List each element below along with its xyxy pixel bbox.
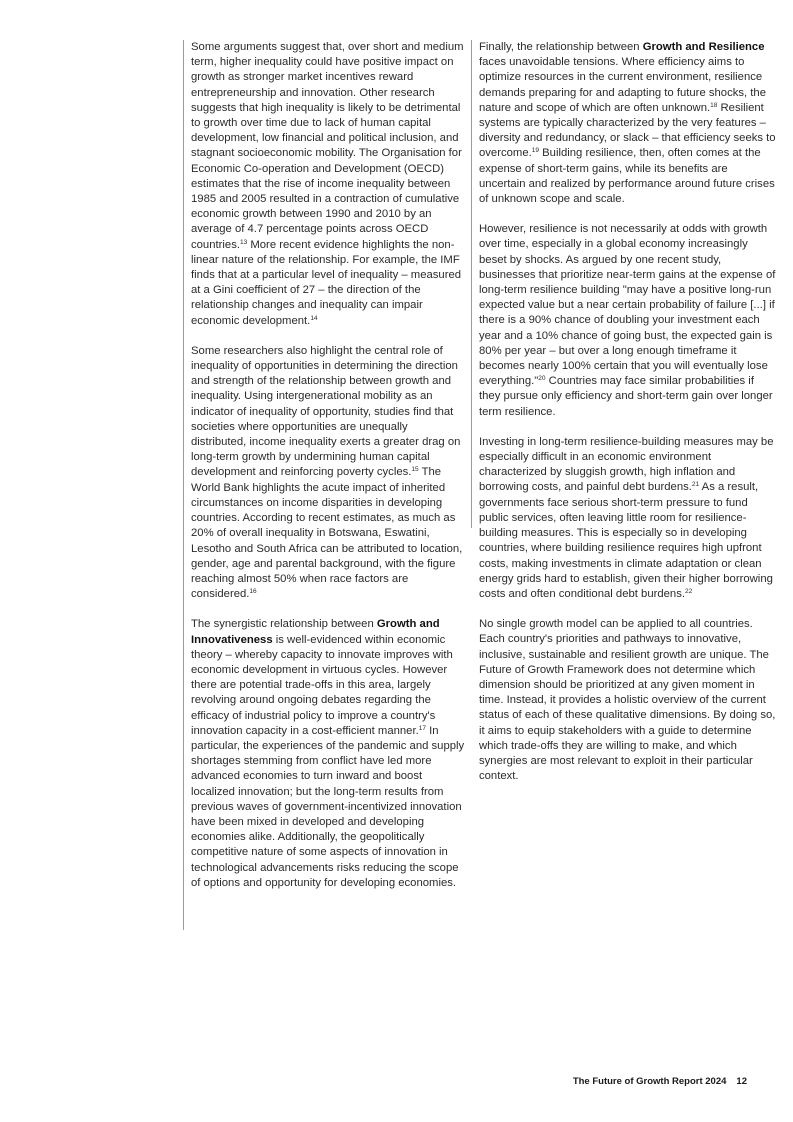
- footer-report-title: The Future of Growth Report 2024: [572, 1076, 727, 1087]
- footnote-ref[interactable]: 13: [239, 238, 248, 246]
- left-column: [183, 40, 465, 930]
- footnote-ref[interactable]: 18: [710, 101, 718, 109]
- footnote-ref[interactable]: 22: [685, 587, 693, 595]
- footnote-ref[interactable]: 20: [538, 375, 546, 383]
- page-footer: [573, 1076, 747, 1087]
- footnote-ref[interactable]: 19: [531, 147, 539, 155]
- paragraph-resilience-investment: Investing in long-term resilience-building measures may be especially difficult in an economic environment characterized by sluggish growth, high inflation and borrowing costs, and painful debt burdens.$^{21}$ As a result, governments face serious short-term pressure to fund public services, often leaving little room for resilience-building measures. This is especially so in developing countries, where building resilience requires high upfront costs, making investments in climate adaptation or clean energy grids hard to establish, given their higher borrowing costs and often conditional debt burdens.$^{22}$: [479, 435, 774, 600]
- paragraph-resilience-over-time: However, resilience is not necessarily at odds with growth over time, especially in a global economy increasingly beset by shocks. As argued by one recent study, businesses that prioritize near-term gains at the expense of long-term resilience building "may have a positive long-run expected value but a near certain probability of failure [...] if there is a 90% chance of doubling your investment each year and a 10% chance of going bust, the expected gain is 80% per year – but over a long enough timeframe it becomes nearly 100% certain that you will eventually lose everything."$^{20}$ Countries may face similar probabilities if they pursue only efficiency and short-term gain over longer term resilience.: [479, 223, 776, 418]
- paragraph-inequality-growth: Some arguments suggest that, over short and medium term, higher inequality could have positive impact on growth as stronger market incentives reward entrepreneurship and innovation. Other research suggests that high inequality is likely to be detrimental to growth over time due to lack of human capital development, low financial and political inclusion, and stagnant socioeconomic mobility. The Organisation for Economic Co-operation and Development (OECD) estimates that the rise of income inequality between 1985 and 2005 resulted in a contraction of cumulative economic growth between 1990 and 2010 by an average of 4.7 percentage points across OECD countries.$^{13}$ More recent evidence highlights the non-linear nature of the relationship. For example, the IMF finds that at a particular level of inequality – measured at a Gini coefficient of 27 – the direction of the relationship changes and inequality can impair economic development.$^{14}$: [191, 41, 464, 327]
- footnote-ref[interactable]: 16: [249, 588, 257, 596]
- paragraph-growth-resilience: Finally, the relationship between Growth and Resilience faces unavoidable tensions. Where efficiency aims to optimize resources in the current environment, resilience demands preparing for and adapting to future shocks, the nature and scope of which are often unknown.$^{18}$ Resilient systems are typically characterized by the very features – diversity and redundancy, or slack – that efficiency seeks to overcome.$^{19}$ Building resilience, then, often comes at the expense of short-term gains, while its benefits are uncertain and realized by performance around future crises of unknown scope and scale.: [479, 41, 776, 206]
- term-growth-resilience: Growth and Resilience: [642, 41, 765, 53]
- footnote-ref[interactable]: 17: [418, 724, 426, 732]
- footnote-ref[interactable]: 21: [691, 481, 700, 489]
- right-column: [471, 40, 776, 783]
- paragraph-no-single-model: No single growth model can be applied to all countries. Each country's priorities and pathways to innovative, inclusive, sustainable and resilient growth are unique. The Future of Growth Framework does not determine which dimension should be prioritized at any given moment in time. Instead, it provides a holistic overview of the current status of each of these qualitative dimensions. By doing so, it aims to equip stakeholders with a guide to determine which trade-offs they are willing to make, and which synergies are most relevant to exploit in their particular context.: [479, 618, 776, 783]
- term-growth-innovativeness: Growth and Innovativeness: [191, 618, 440, 646]
- footnote-ref[interactable]: 15: [411, 466, 419, 474]
- page-number: 12: [736, 1076, 747, 1087]
- paragraph-growth-innovativeness: The synergistic relationship between Growth and Innovativeness is well-evidenced within economic theory – whereby capacity to innovate improves with economic development in virtuous cycles. However there are potential trade-offs in this area, largely revolving around ongoing debates regarding the efficacy of industrial policy to improve a country's innovation capacity in a cost-efficient manner.$^{17}$ In particular, the experiences of the pandemic and supply shortages stemming from conflict have led more advanced economies to turn inward and boost localized innovation; but the long-term results from previous waves of government-incentivized innovation have been mixed in developed and developing economies alike. Additionally, the geopolitically competitive nature of some aspects of innovation in technological advancements risks reducing the scope of options and opportunity for developing economies.: [191, 618, 465, 889]
- footnote-ref[interactable]: 14: [310, 314, 318, 322]
- paragraph-inequality-opportunity: Some researchers also highlight the central role of inequality of opportunities in determining the direction and strength of the relationship between growth and inequality. Using intergenerational mobility as an indicator of inequality of opportunity, studies find that societies where opportunities are unequally distributed, income inequality exerts a greater drag on long-term growth by undermining human capital development and reinforcing poverty cycles.$^{15}$ The World Bank highlights the acute impact of inherited circumstances on income disparities in developing countries. According to recent estimates, as much as 20% of overall inequality in Botswana, Eswatini, Lesotho and South Africa can be attributed to location, gender, age and parental background, with the figure reaching almost 50% when race factors are considered.$^{16}$: [191, 344, 463, 601]
